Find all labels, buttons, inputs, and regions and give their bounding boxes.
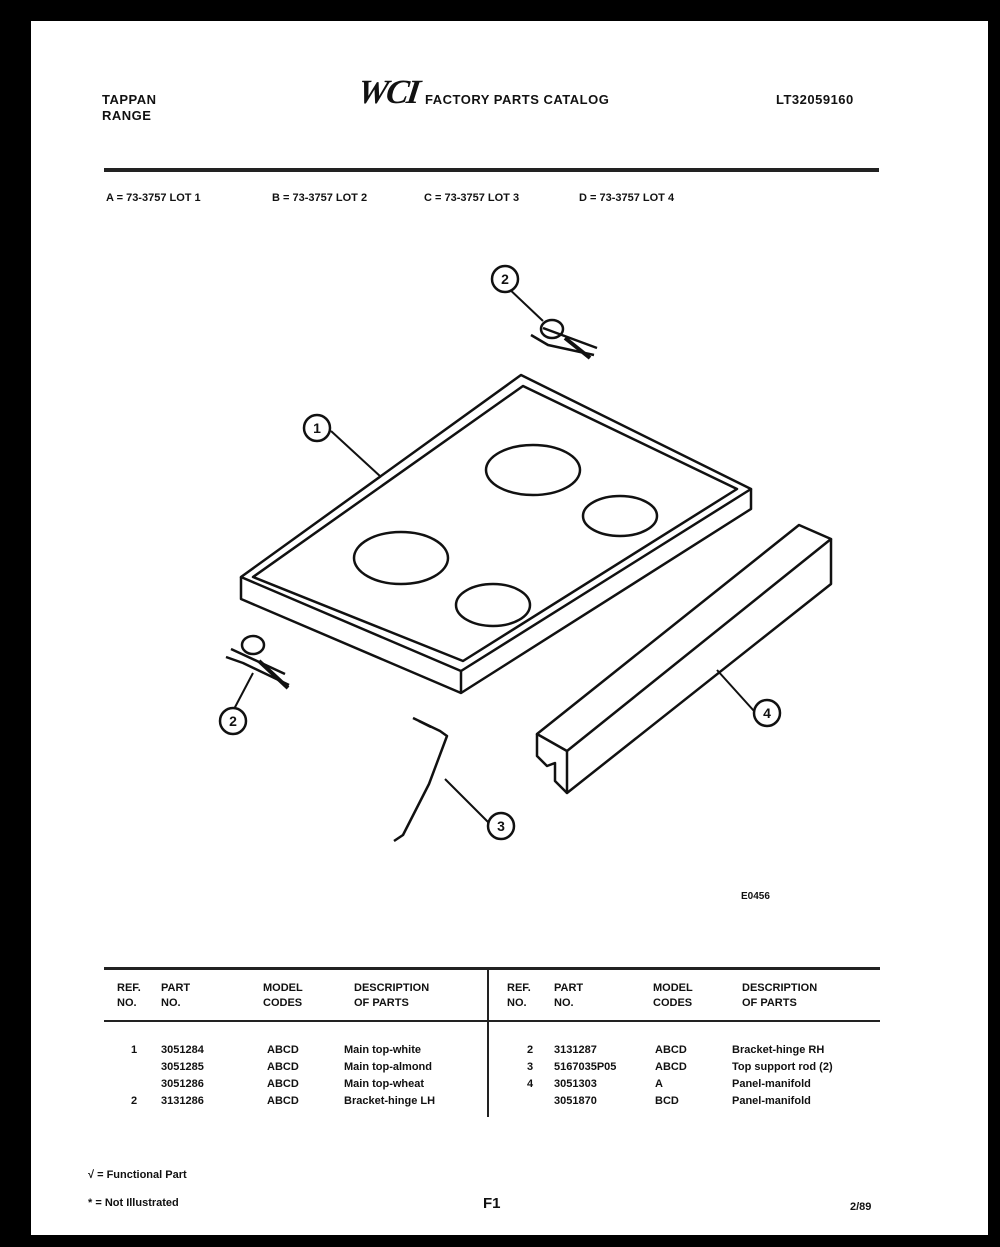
not-illustrated-legend: * = Not Illustrated (88, 1197, 179, 1209)
catalog-date: 2/89 (850, 1201, 872, 1213)
table-header-rule (104, 1020, 880, 1022)
table-cell: A (655, 1078, 663, 1090)
callout-1-label: 1 (313, 420, 321, 436)
ref-column-left (131, 1042, 137, 1110)
table-cell: 3051286 (161, 1078, 204, 1090)
part-header-right: PART NO. (554, 982, 584, 1009)
brand-name: TAPPAN (102, 92, 157, 107)
desc-column-right (732, 1042, 833, 1110)
table-cell: 3 (527, 1061, 534, 1073)
part-column-right (554, 1042, 616, 1110)
table-cell: Main top-wheat (344, 1078, 425, 1090)
desc-column-left (344, 1042, 435, 1110)
callout-4-label: 4 (763, 705, 771, 721)
callout-2-left-label: 2 (229, 713, 237, 729)
table-cell: 4 (527, 1078, 534, 1090)
table-cell: Bracket-hinge RH (732, 1044, 825, 1056)
lot-b: B = 73-3757 LOT 2 (272, 192, 368, 204)
table-cell: 3051870 (554, 1095, 597, 1107)
table-cell: Main top-white (344, 1044, 421, 1056)
model-column-left (267, 1042, 299, 1110)
table-cell: 5167035P05 (554, 1061, 617, 1073)
bracket-hinge-lh-part (226, 636, 289, 688)
product-type: RANGE (102, 108, 152, 123)
ref-header-left: REF. NO. (117, 982, 141, 1009)
table-cell: 1 (131, 1044, 138, 1056)
table-cell: 2 (527, 1044, 534, 1056)
callout-3-label: 3 (497, 818, 505, 834)
table-cell: ABCD (267, 1061, 299, 1073)
table-cell (131, 1076, 137, 1093)
ref-header-right: REF. NO. (507, 982, 531, 1009)
part-column-left (161, 1042, 204, 1110)
page-number: F1 (483, 1195, 501, 1212)
part-header-left: PART NO. (161, 982, 191, 1009)
wci-logo: WCI (355, 74, 421, 111)
diagram-ref-number: E0456 (741, 891, 770, 901)
top-support-rod-part (394, 718, 447, 841)
desc-header-left: DESCRIPTION OF PARTS (354, 982, 430, 1009)
table-cell: Panel-manifold (732, 1078, 811, 1090)
table-cell: ABCD (267, 1095, 299, 1107)
desc-header-right: DESCRIPTION OF PARTS (742, 982, 818, 1009)
table-cell: 3051303 (554, 1078, 597, 1090)
catalog-title: FACTORY PARTS CATALOG (425, 92, 610, 107)
functional-part-legend: √ = Functional Part (88, 1169, 187, 1181)
table-cell: ABCD (267, 1044, 299, 1056)
table-cell: Main top-almond (344, 1061, 432, 1073)
exploded-parts-diagram (31, 21, 988, 901)
table-cell: Bracket-hinge LH (344, 1095, 436, 1107)
lot-d: D = 73-3757 LOT 4 (579, 192, 675, 204)
table-cell: Top support rod (2) (732, 1061, 833, 1073)
table-divider (487, 967, 489, 1117)
table-cell: 3131286 (161, 1095, 204, 1107)
table-cell: ABCD (655, 1061, 687, 1073)
table-cell: 2 (131, 1095, 138, 1107)
table-top-rule (104, 967, 880, 970)
table-cell: 3131287 (554, 1044, 597, 1056)
table-cell: BCD (655, 1095, 679, 1107)
lot-c: C = 73-3757 LOT 3 (424, 192, 520, 204)
callout-2-top-label: 2 (501, 271, 509, 287)
table-cell: 3051285 (161, 1061, 204, 1073)
table-cell (131, 1059, 137, 1076)
table-cell: Panel-manifold (732, 1095, 811, 1107)
ref-column-right (527, 1042, 533, 1110)
catalog-number: LT32059160 (776, 92, 854, 107)
table-cell (527, 1093, 533, 1110)
table-cell: 3051284 (161, 1044, 204, 1056)
lot-a: A = 73-3757 LOT 1 (106, 192, 201, 204)
table-cell: ABCD (655, 1044, 687, 1056)
model-header-left: MODEL CODES (263, 982, 303, 1009)
model-column-right (655, 1042, 687, 1110)
table-cell: ABCD (267, 1078, 299, 1090)
catalog-page (31, 21, 988, 1235)
model-header-right: MODEL CODES (653, 982, 693, 1009)
bracket-hinge-rh-part (531, 320, 597, 358)
